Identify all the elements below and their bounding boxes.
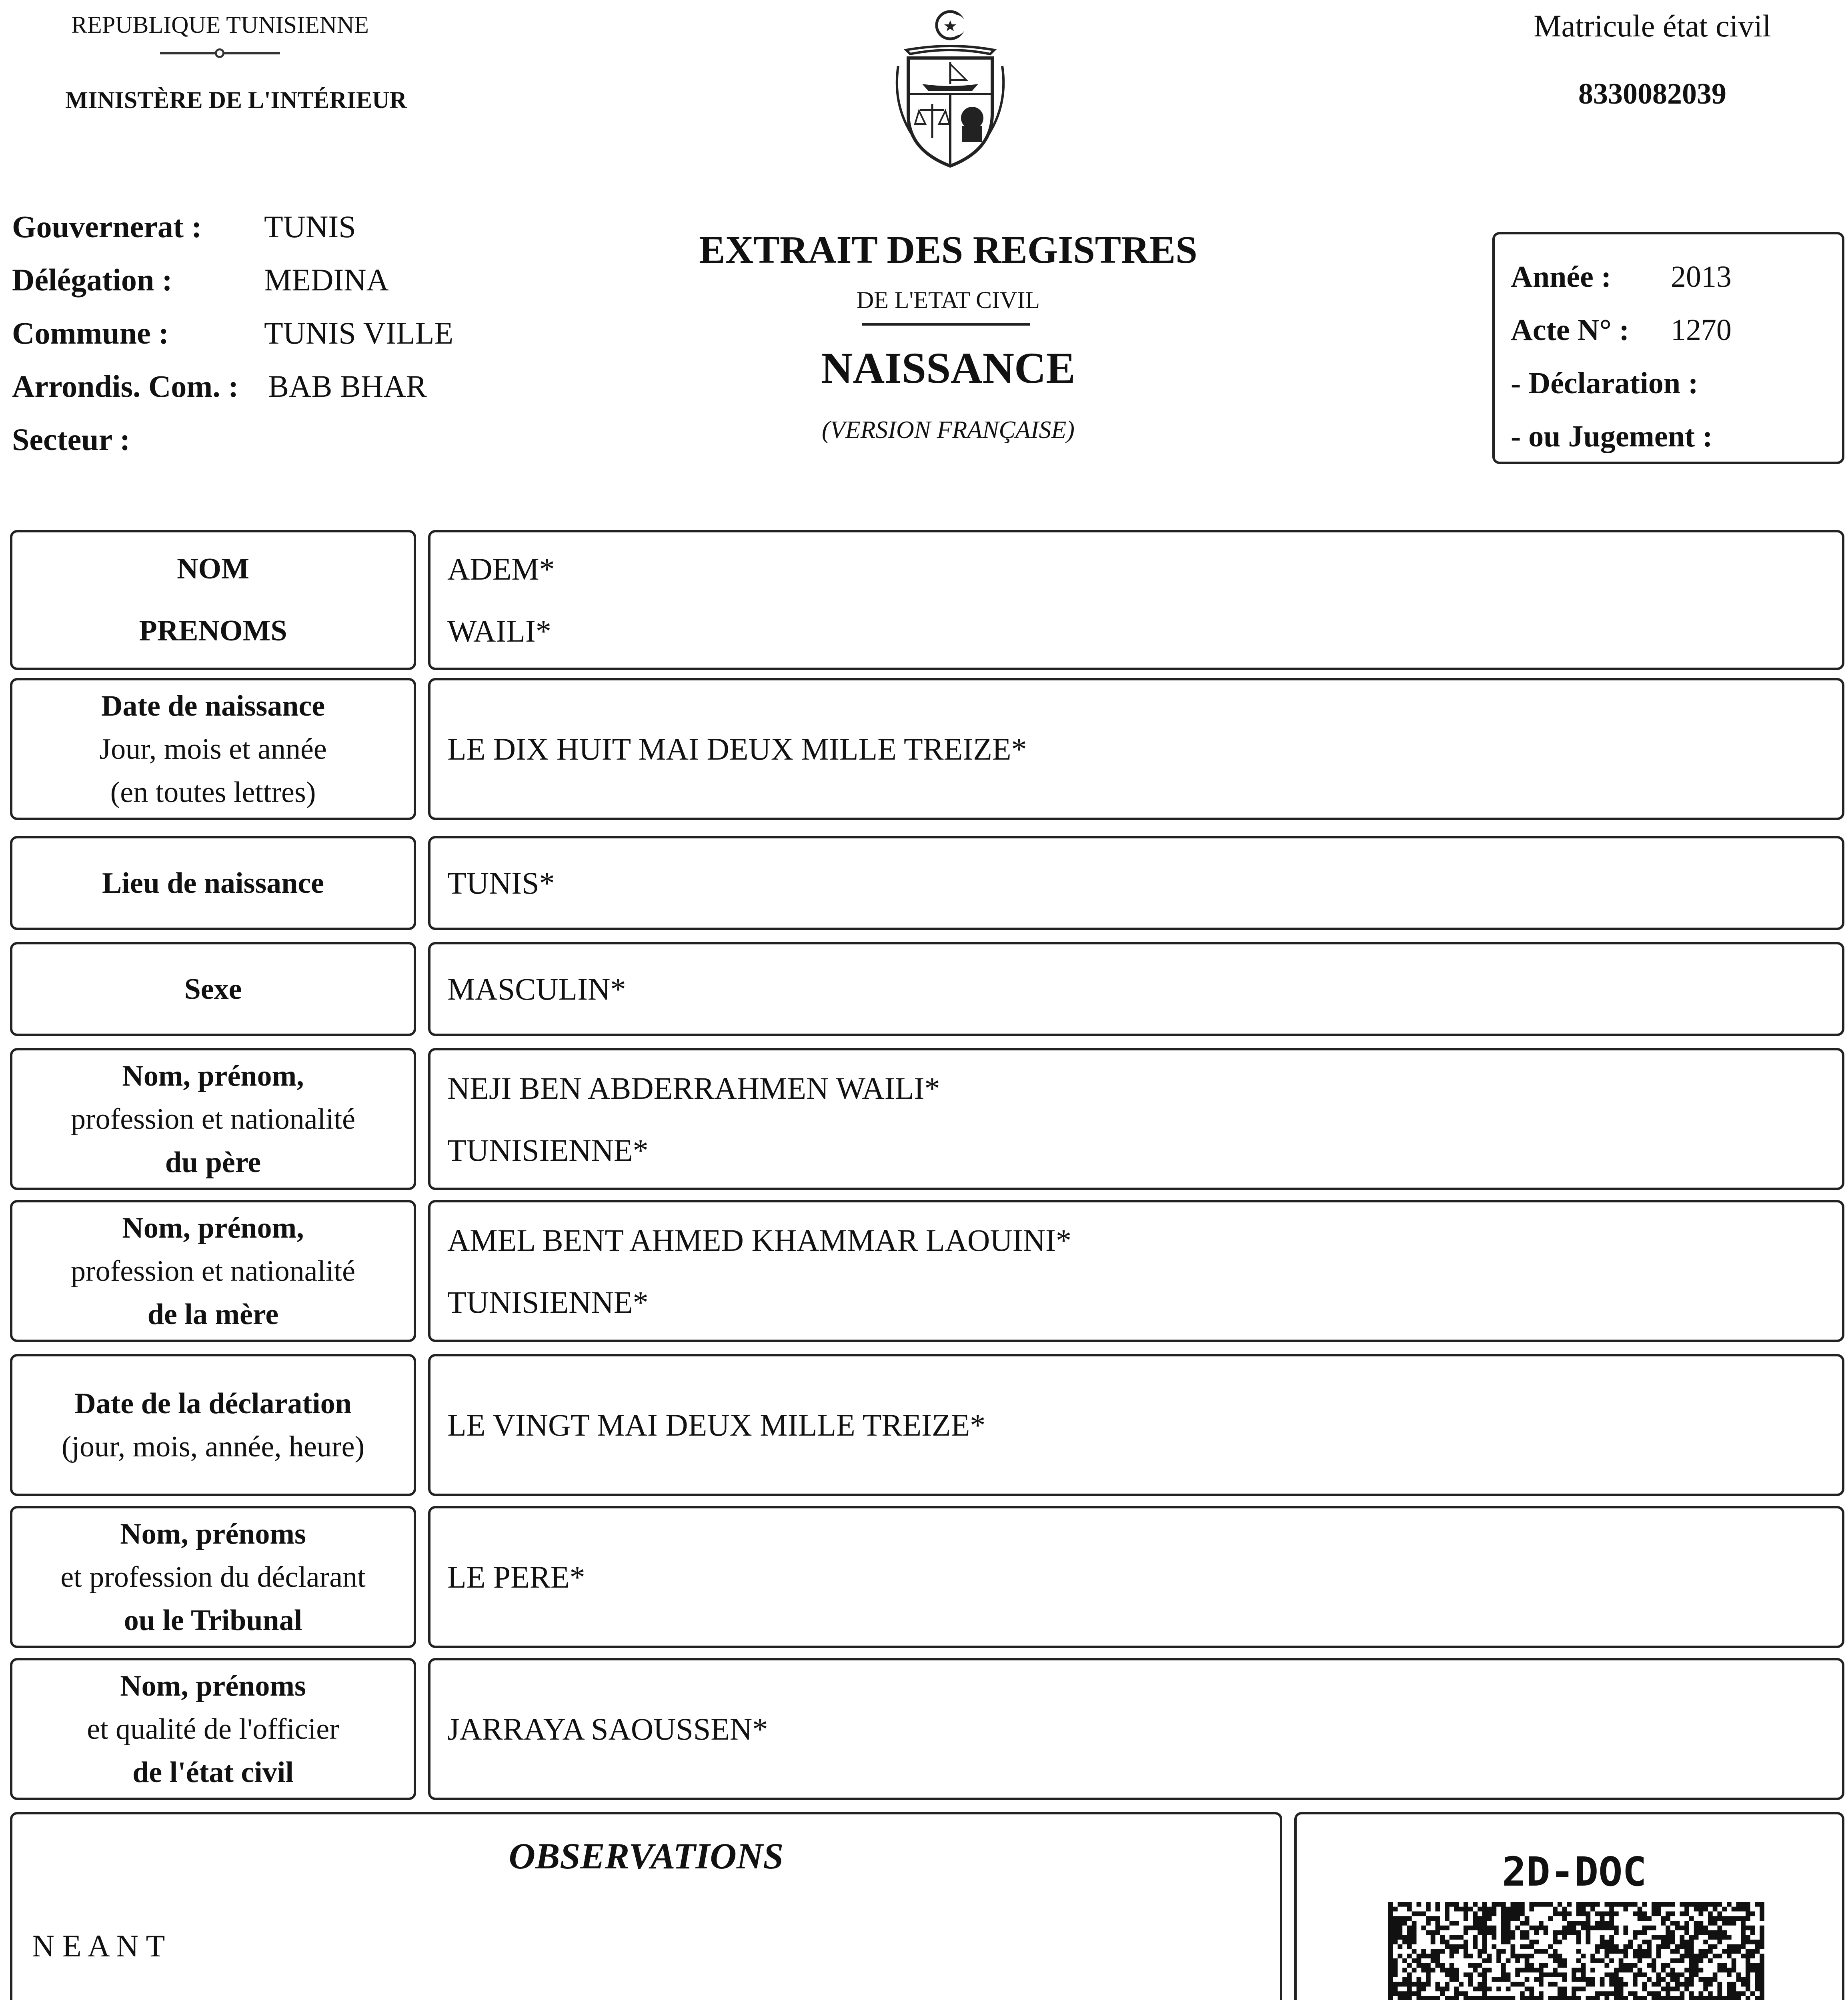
birth-date-labels (10, 678, 416, 820)
document-title: EXTRAIT DES REGISTRES (699, 228, 1197, 272)
acte-row (1511, 304, 1732, 357)
declaration-date-sublabel: (jour, mois, année, heure) (61, 1430, 365, 1463)
divider-circle-icon (215, 48, 224, 58)
mother-name-value: AMEL BENT AHMED KHAMMAR LAOUINI* (447, 1222, 1071, 1258)
matricule-value: 8330082039 (1578, 78, 1726, 110)
delegation-label: Délégation : (12, 262, 172, 297)
father-label: Nom, prénom, (122, 1059, 304, 1092)
officer-label-suffix: de l'état civil (132, 1756, 294, 1789)
code-label: 2D-DOC (1502, 1848, 1647, 1895)
officer-sublabel: et qualité de l'officier (87, 1712, 339, 1746)
declaration-date-label: Date de la déclaration (74, 1387, 352, 1420)
nom-labels (10, 530, 416, 670)
document-subtitle: DE L'ETAT CIVIL (856, 287, 1040, 313)
declaration-date-labels (10, 1354, 416, 1496)
gouvernerat-row (12, 200, 532, 253)
datamatrix-code-icon (1388, 1902, 1764, 2000)
father-labels (10, 1048, 416, 1190)
acte-label: Acte N° : (1511, 313, 1630, 347)
nom-value: ADEM* (447, 552, 555, 586)
birth-date-value: LE DIX HUIT MAI DEUX MILLE TREIZE* (447, 732, 1027, 766)
declarant-labels (10, 1506, 416, 1648)
delegation-row (12, 253, 532, 306)
title-underline (862, 323, 1030, 326)
mother-sublabel: profession et nationalité (70, 1254, 356, 1288)
ministry-name: MINISTÈRE DE L'INTÉRIEUR (65, 87, 407, 113)
admin-block (12, 200, 532, 466)
birth-date-sublabel: Jour, mois et année (99, 732, 327, 766)
birth-place-label: Lieu de naissance (102, 866, 324, 900)
prenoms-value: WAILI* (447, 614, 551, 648)
document-type: NAISSANCE (821, 344, 1075, 392)
mother-label: Nom, prénom, (122, 1211, 304, 1244)
observations-text: N E A N T (32, 1928, 165, 1963)
mother-label-suffix: de la mère (147, 1298, 279, 1331)
officer-label: Nom, prénoms (120, 1669, 306, 1702)
commune-value: TUNIS VILLE (264, 316, 453, 350)
nom-values (428, 530, 1844, 670)
father-name-value: NEJI BEN ABDERRAHMEN WAILI* (447, 1070, 940, 1106)
commune-row (12, 306, 532, 360)
acte-value: 1270 (1671, 313, 1732, 347)
annee-value: 2013 (1671, 260, 1732, 294)
matricule-label: Matricule état civil (1534, 8, 1771, 43)
annee-label: Année : (1511, 260, 1612, 294)
mother-nationality-value: TUNISIENNE* (447, 1284, 649, 1320)
birth-place-value: TUNIS* (447, 866, 555, 900)
declarant-sublabel: et profession du déclarant (60, 1560, 366, 1594)
gouvernerat-value: TUNIS (264, 209, 356, 244)
declaration-label: - Déclaration : (1511, 366, 1698, 400)
sex-value: MASCULIN* (447, 972, 626, 1006)
secteur-label: Secteur : (12, 422, 130, 457)
father-values (428, 1048, 1844, 1190)
prenoms-label: PRENOMS (139, 614, 287, 647)
arrondis-label: Arrondis. Com. : (12, 369, 239, 404)
father-label-suffix: du père (165, 1146, 261, 1179)
declarant-label: Nom, prénoms (120, 1517, 306, 1550)
sex-label: Sexe (184, 972, 242, 1006)
version-label: (VERSION FRANÇAISE) (822, 416, 1075, 444)
birth-date-label: Date de naissance (101, 689, 325, 722)
mother-values (428, 1200, 1844, 1342)
commune-label: Commune : (12, 316, 169, 350)
mother-labels (10, 1200, 416, 1342)
delegation-value: MEDINA (264, 262, 389, 297)
officer-labels (10, 1658, 416, 1800)
arrondis-value: BAB BHAR (268, 369, 427, 404)
father-nationality-value: TUNISIENNE* (447, 1132, 649, 1168)
annee-row (1511, 250, 1732, 304)
officer-value: JARRAYA SAOUSSEN* (447, 1712, 768, 1746)
country-name: REPUBLIQUE TUNISIENNE (71, 12, 369, 38)
tunisia-coat-of-arms-icon (890, 6, 1010, 174)
declarant-label-suffix: ou le Tribunal (124, 1604, 302, 1637)
declarant-value: LE PERE* (447, 1560, 585, 1594)
gouvernerat-label: Gouvernerat : (12, 209, 202, 244)
jugement-label: - ou Jugement : (1511, 420, 1713, 453)
birth-date-note: (en toutes lettres) (110, 776, 316, 809)
observations-title: OBSERVATIONS (509, 1836, 784, 1876)
arrondis-row (12, 360, 532, 413)
acte-box (1492, 232, 1844, 464)
declaration-date-value: LE VINGT MAI DEUX MILLE TREIZE* (447, 1408, 986, 1442)
nom-label: NOM (177, 552, 249, 585)
father-sublabel: profession et nationalité (70, 1102, 356, 1136)
secteur-row (12, 413, 532, 466)
